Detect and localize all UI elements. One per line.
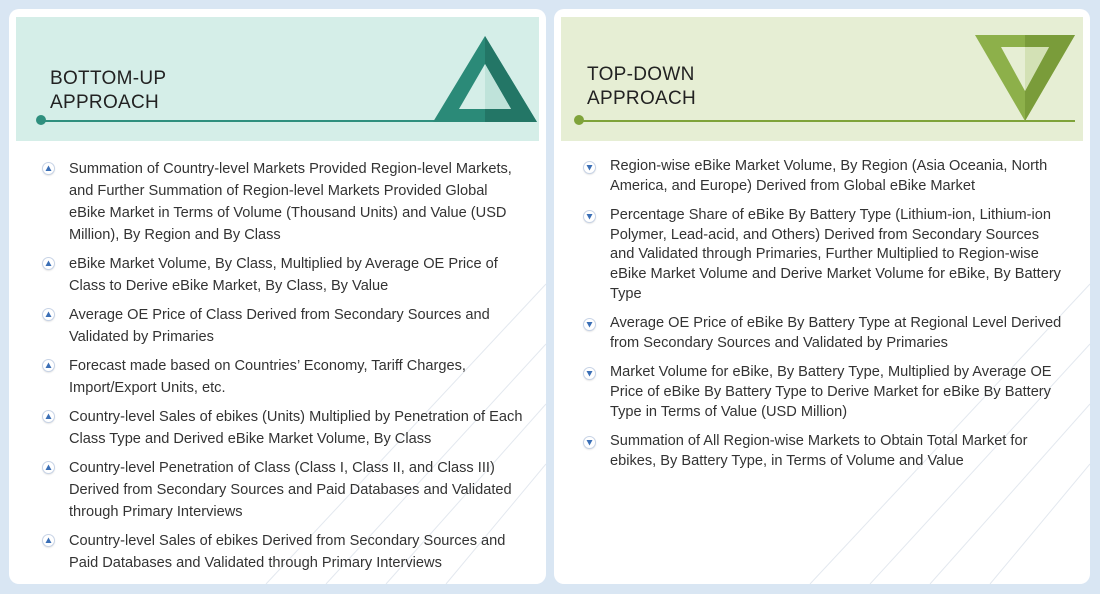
- triangle-up-icon: [43, 411, 54, 422]
- triangle-up-icon: [43, 462, 54, 473]
- item-text: Average OE Price of eBike By Battery Type at Regional Level Derived from Secondary Sources and Validated by Primaries: [610, 315, 1062, 351]
- list-item: [43, 406, 523, 450]
- triangle-down-icon: [584, 211, 595, 222]
- triangle-up-icon: [43, 258, 54, 269]
- top-down-title: [587, 63, 696, 111]
- underline-dot: [36, 115, 46, 125]
- list-item: [43, 253, 523, 297]
- triangle-up-icon: [43, 309, 54, 320]
- triangle-down-icon: [584, 368, 595, 379]
- triangle-down-emblem-icon: [973, 33, 1077, 123]
- triangle-up-icon: [43, 535, 54, 546]
- list-item: [584, 363, 1062, 422]
- list-item: [43, 530, 523, 574]
- triangle-up-emblem-icon: [431, 34, 539, 124]
- list-item: [43, 158, 523, 246]
- item-text: Country-level Sales of ebikes Derived from Secondary Sources and Paid Databases and Validated through Primary Interviews: [69, 533, 506, 571]
- item-text: Summation of All Region-wise Markets to Obtain Total Market for ebikes, By Battery Type, in Terms of Volume and Value: [610, 433, 1028, 469]
- bottom-up-panel: [9, 9, 546, 584]
- item-text: eBike Market Volume, By Class, Multiplied by Average OE Price of Class to Derive eBike Market, By Class, By Value: [69, 256, 498, 294]
- title-line-2: APPROACH: [50, 92, 160, 113]
- list-item: [43, 355, 523, 399]
- bottom-up-list: [43, 158, 523, 581]
- item-text: Forecast made based on Countries’ Economy, Tariff Charges, Import/Export Units, etc.: [69, 358, 466, 396]
- bottom-up-header: [16, 17, 539, 141]
- item-text: Market Volume for eBike, By Battery Type, Multiplied by Average OE Price of eBike By Battery Type to Derive Market for eBike By Battery Type in Terms of Value (USD Million): [610, 364, 1052, 420]
- item-text: Country-level Sales of ebikes (Units) Multiplied by Penetration of Each Class Type and Derived eBike Market Volume, By Class: [69, 409, 523, 447]
- list-item: [584, 206, 1062, 304]
- underline-dot: [574, 115, 584, 125]
- top-down-list: [584, 157, 1062, 481]
- top-down-panel: [554, 9, 1090, 584]
- item-text: Percentage Share of eBike By Battery Type (Lithium-ion, Lithium-ion Polymer, Lead-acid, and Others) Derived from Secondary Sources and Validated through Primaries, Further Multiplied to Region-wise eBike Market Volume and Derive Market Volume for eBike, By Battery Type: [610, 207, 1061, 302]
- top-down-header: [561, 17, 1083, 141]
- item-text: Average OE Price of Class Derived from Secondary Sources and Validated by Primaries: [69, 307, 490, 345]
- triangle-down-icon: [584, 319, 595, 330]
- list-item: [584, 157, 1062, 196]
- bottom-up-title: [50, 67, 166, 115]
- list-item: [584, 314, 1062, 353]
- triangle-up-icon: [43, 163, 54, 174]
- list-item: [43, 304, 523, 348]
- triangle-up-icon: [43, 360, 54, 371]
- item-text: Region-wise eBike Market Volume, By Region (Asia Oceania, North America, and Europe) Derived from Global eBike Market: [610, 158, 1048, 194]
- title-line-1: TOP-DOWN: [587, 64, 695, 85]
- triangle-down-icon: [584, 162, 595, 173]
- list-item: [584, 432, 1062, 471]
- title-line-1: BOTTOM-UP: [50, 68, 167, 89]
- title-line-2: APPROACH: [587, 88, 697, 109]
- list-item: [43, 457, 523, 523]
- item-text: Country-level Penetration of Class (Class I, Class II, and Class III) Derived from Secondary Sources and Paid Databases and Validated through Primary Interviews: [69, 460, 512, 520]
- item-text: Summation of Country-level Markets Provided Region-level Markets, and Further Summation of Region-level Markets Provided Global eBike Market in Terms of Volume (Thousand Units) and Value (USD Million), By Region and By Class: [69, 161, 512, 243]
- triangle-down-icon: [584, 437, 595, 448]
